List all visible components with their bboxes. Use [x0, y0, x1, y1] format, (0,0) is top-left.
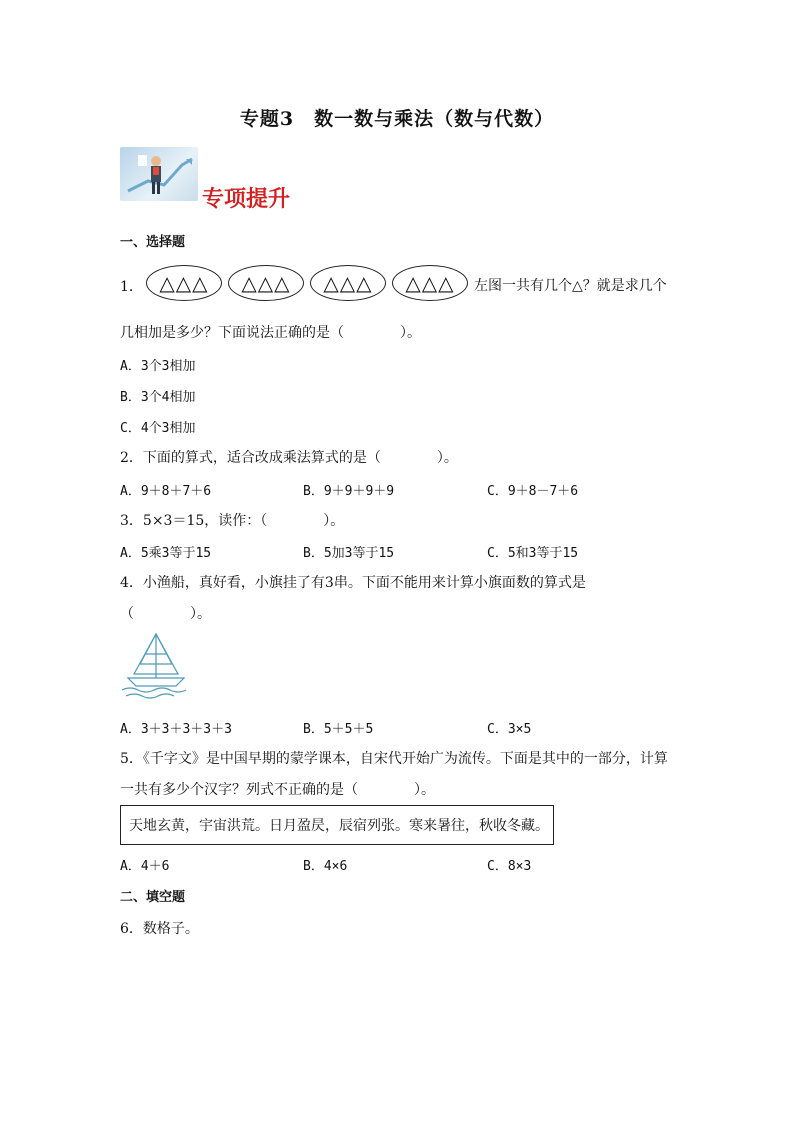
q6-text: 6．数格子。	[120, 921, 199, 937]
q2-option-b[interactable]: B．9＋9＋9＋9	[303, 484, 395, 499]
q4-text-line2: （ ）。	[120, 606, 211, 622]
q5-text-line2: 一共有多少个汉字？列式不正确的是（ ）。	[120, 782, 435, 798]
q1-option-a[interactable]: A．3个3相加	[120, 359, 196, 374]
q4-option-a[interactable]: A．3＋3＋3＋3＋3	[120, 722, 232, 737]
q4-text: 4．小渔船，真好看，小旗挂了有3串。下面不能用来计算小旗面数的算式是	[120, 575, 586, 591]
sailboat-image	[120, 632, 190, 700]
q2-option-c[interactable]: C．9＋8－7＋6	[487, 484, 579, 499]
q4-option-c[interactable]: C．3×5	[487, 722, 532, 737]
q5-option-a[interactable]: A．4＋6	[120, 859, 170, 874]
q1-text-line2: 几相加是多少？下面说法正确的是（ ）。	[120, 325, 421, 341]
q3-option-a[interactable]: A．5乘3等于15	[120, 546, 212, 561]
triangle-group-oval: △△△	[228, 265, 304, 301]
q5-quote-box: 天地玄黄，宇宙洪荒。日月盈昃，辰宿列张。寒来暑往，秋收冬藏。	[120, 805, 554, 845]
q4-option-b[interactable]: B．5＋5＋5	[303, 722, 374, 737]
page-title: 专题3 数一数与乘法（数与代数）	[239, 108, 555, 130]
q2-text: 2．下面的算式，适合改成乘法算式的是（ ）。	[120, 450, 458, 466]
q1-option-b[interactable]: B．3个4相加	[120, 390, 196, 405]
q3-option-c[interactable]: C．5和3等于15	[487, 546, 579, 561]
q1-option-c[interactable]: C．4个3相加	[120, 421, 196, 436]
q3-text: 3．5×3＝15，读作：（ ）。	[120, 513, 345, 529]
triangle-group-oval: △△△	[392, 265, 468, 301]
sailboat-illustration	[120, 632, 190, 700]
banner-image	[120, 147, 198, 201]
banner-label: 专项提升	[202, 186, 291, 212]
q3-option-b[interactable]: B．5加3等于15	[303, 546, 395, 561]
q5-option-b[interactable]: B．4×6	[303, 859, 348, 874]
q1-number: 1．	[120, 279, 143, 295]
section-heading-choice: 一、选择题	[120, 235, 186, 250]
q5-text: 5．《千字文》是中国早期的蒙学课本，自宋代开始广为流传。下面是其中的一部分，计算	[120, 751, 668, 767]
triangle-group-oval: △△△	[146, 265, 222, 301]
q1-oval-group	[146, 265, 474, 301]
triangle-group-oval: △△△	[310, 265, 386, 301]
q2-option-a[interactable]: A．9＋8＋7＋6	[120, 484, 212, 499]
q1-text: 左图一共有几个△？就是求几个	[474, 278, 667, 294]
section-heading-fill: 二、填空题	[120, 890, 186, 905]
banner-illustration	[120, 147, 198, 201]
q5-option-c[interactable]: C．8×3	[487, 859, 532, 874]
